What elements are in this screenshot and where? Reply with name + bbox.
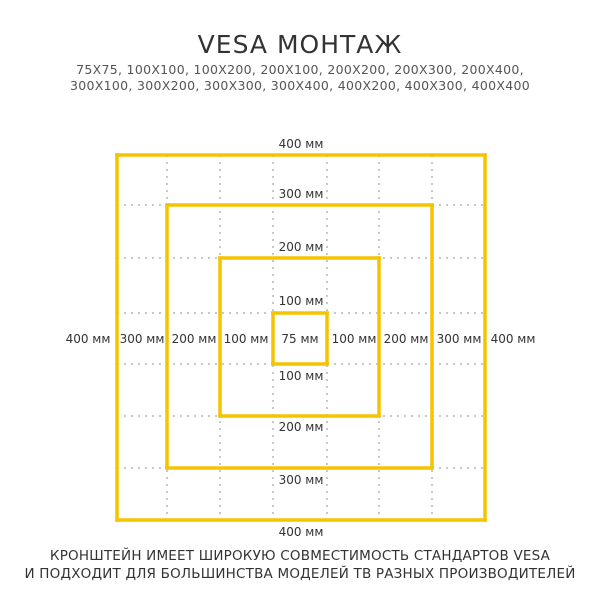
label-300-right: 300 мм bbox=[436, 332, 482, 346]
supported-sizes-line-2: 300X100, 300X200, 300X300, 300X400, 400X200, 400X300, 400X400 bbox=[70, 78, 530, 93]
footer-text-line-1: КРОНШТЕЙН ИМЕЕТ ШИРОКУЮ СОВМЕСТИМОСТЬ СТАНДАРТОВ VESA bbox=[49, 548, 551, 564]
label-300-left: 300 мм bbox=[119, 332, 165, 346]
label-400-left: 400 мм bbox=[65, 332, 111, 346]
label-100-top: 100 мм bbox=[278, 294, 324, 308]
supported-sizes-line-1: 75X75, 100X100, 100X200, 200X100, 200X200, 200X300, 200X400, bbox=[76, 62, 524, 77]
label-75-center: 75 мм bbox=[281, 332, 319, 346]
label-300-bottom: 300 мм bbox=[278, 473, 324, 487]
footer-text-line-2: И ПОДХОДИТ ДЛЯ БОЛЬШИНСТВА МОДЕЛЕЙ ТВ РАЗНЫХ ПРОИЗВОДИТЕЛЕЙ bbox=[24, 566, 576, 582]
label-100-left: 100 мм bbox=[223, 332, 269, 346]
page-title: VESA МОНТАЖ bbox=[197, 30, 403, 59]
label-100-right: 100 мм bbox=[331, 332, 377, 346]
label-200-left: 200 мм bbox=[171, 332, 217, 346]
label-100-bottom: 100 мм bbox=[278, 369, 324, 383]
label-400-right: 400 мм bbox=[490, 332, 536, 346]
label-400-top: 400 мм bbox=[278, 137, 324, 151]
label-300-top: 300 мм bbox=[278, 187, 324, 201]
label-200-right: 200 мм bbox=[383, 332, 429, 346]
label-200-bottom: 200 мм bbox=[278, 420, 324, 434]
label-400-bottom: 400 мм bbox=[278, 525, 324, 539]
label-200-top: 200 мм bbox=[278, 240, 324, 254]
